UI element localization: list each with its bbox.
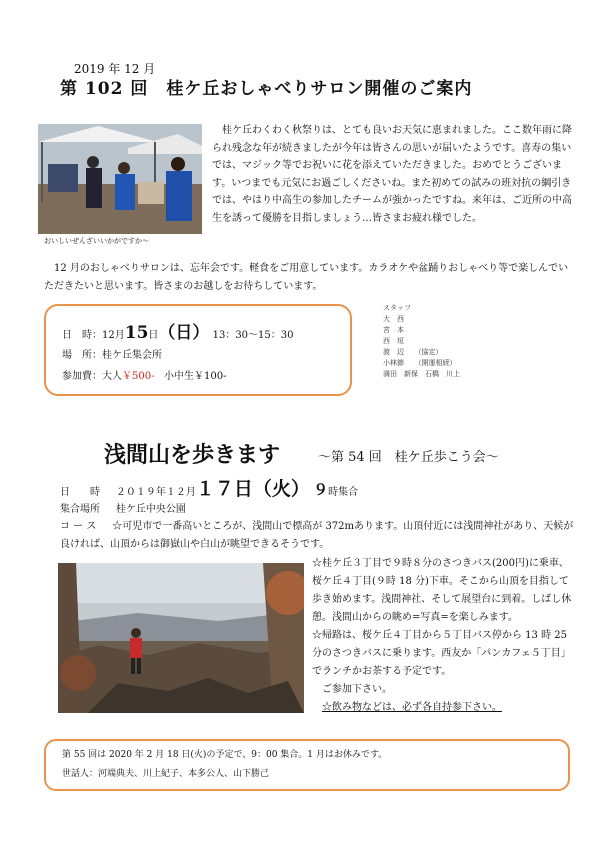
route-outbound: ☆桂ケ丘３丁目で９時８分のさつきバス(200円)に乗車、桜ケ丘４丁目(９時 18 分)下車。そこから山頂を目指して歩き始めます。浅間神社、そして展望台に到着。しばし休憩。浅間山からの眺め=写真=を楽しみます。 [312, 558, 572, 623]
salon-weekday: （日） [158, 323, 210, 343]
drinks-notice: ☆飲み物などは、必ず各自持参下さい。 [322, 702, 502, 713]
meeting-place: 桂ケ丘中央公園 [115, 504, 186, 515]
photo-caption: おいしいぜんざいいかがですか～ [44, 237, 149, 245]
staff-line: 満田 新保 石橋 川上 [383, 370, 460, 378]
staff-line: 宮 本 [383, 326, 404, 334]
meeting-label: 集合場所 [60, 504, 100, 515]
route-return: ☆帰路は、桜ケ丘４丁目から５丁目バス停から 13 時 25 分のさつきバスに乗ります。西友か「パンカフェ５丁目」でランチかお茶する予定です。 [312, 630, 571, 677]
course-description [60, 518, 575, 554]
course-text: ☆可児市で一番高いところが、浅間山で標高が 372mあります。山頂付近には浅間神社があり、天候が良ければ、山頂からは御嶽山や白山が眺望できるそうです。 [60, 521, 574, 550]
staff-line: 小林節 （開運相続） [383, 359, 457, 367]
walk-hour-suffix: 時集合 [328, 487, 359, 498]
staff-line: 西 垣 [383, 337, 404, 345]
festival-report: 桂ケ丘わくわく秋祭りは、とても良いお天気に恵まれました。ここ数年雨に降られ残念な年が続きましたが今年は皆さんの思いが届いたようです。喜寿の集いでは、マジック等でお祝いに花を添えていただきました。おめでとうございます。いつまでも元気にお過ごしくださいね。また初めての試みの班対抗の綱引きでは、やはり中高生の参加したチームが強かったですね。来年は、ご近所の中高生を誘って優勝を目指しましょう…皆さまお疲れ様でした。 [212, 125, 572, 224]
salon-time: 13：30～15：30 [212, 330, 294, 341]
walk-day: １７日（火） [195, 478, 310, 500]
fee-adult: ￥500- [122, 371, 155, 382]
course-label: コ ー ス [60, 521, 97, 532]
staff-line: 渡 辺 （協定） [383, 348, 443, 356]
walk-hour: ９ [313, 481, 329, 499]
salon-fee [62, 367, 226, 382]
route-description [312, 555, 577, 717]
fee-label: 参加費：大人 [62, 371, 122, 382]
salon-day-unit: 日 [148, 330, 159, 341]
staff-line: 大 西 [383, 315, 404, 323]
walk-title: 浅間山を歩きます [104, 442, 281, 468]
salon-announcement: 12 月のおしゃべりサロンは、忘年会です。軽食をご用意しています。カラオケや盆踊りおしゃべり等で楽しんでいただきたいと思います。皆さまのお越しをお待ちしています。 [44, 263, 569, 292]
walk-datetime [60, 474, 358, 501]
meeting-row [60, 500, 186, 515]
salon-place: 場 所：桂ケ丘集会所 [62, 350, 162, 361]
walk-date-label: 日 時 [60, 487, 100, 498]
salon-day: 15 [124, 323, 149, 343]
next-walk-note: 第 55 回は 2020 年 2 月 18 日(火)の予定で、9：00 集合。1 月はお休みです。 [62, 750, 388, 760]
walk-year-month: ２０１９年１２月 [115, 487, 196, 498]
salon-date-label: 日 時：12月 [62, 330, 125, 341]
newsletter-date: 2019 年 12 月 [74, 62, 156, 76]
salon-datetime [62, 318, 294, 343]
organizers: 世話人：河端典夫、川上紀子、本多公人、山下勝己 [62, 769, 270, 779]
mountain-view-photo [58, 563, 304, 713]
page-title: 第 102 回 桂ケ丘おしゃべりサロン開催のご案内 [60, 79, 473, 99]
festival-photo [38, 124, 202, 234]
walk-subtitle: ～第 54 回 桂ケ丘歩こう会～ [318, 450, 499, 465]
staff-heading: スタッフ [383, 304, 411, 312]
fee-child: 小中生￥100- [164, 371, 227, 382]
join-invite: ご参加下さい。 [322, 684, 392, 695]
